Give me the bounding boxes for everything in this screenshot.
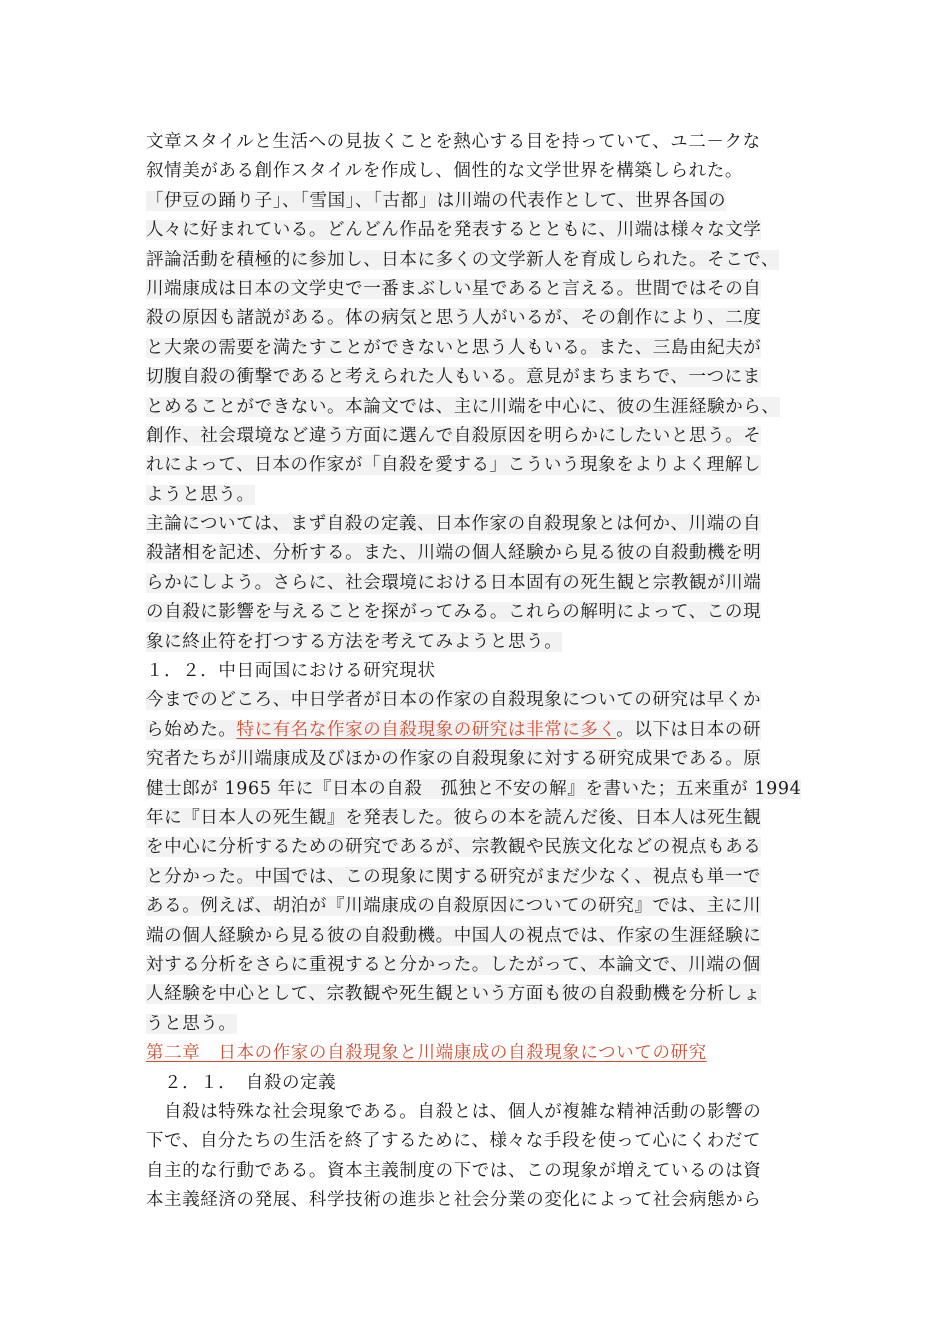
text-line: 人経験を中心として、宗教観や死生観という方面も彼の自殺動機を分析しょ [146, 984, 762, 1005]
text-line: を中心に分析するための研究であるが、宗教観や民族文化などの視点もある [146, 837, 762, 858]
text-line: 「伊豆の踊り子」、「雪国」、「古都」は川端の代表作として、世界各国の [146, 190, 727, 211]
intro-paragraph-1 [146, 128, 826, 510]
text-line: うと思う。 [146, 1013, 237, 1034]
document-body [146, 128, 826, 1215]
text-line: 健士郎が 1965 年に『日本の自殺 孤独と不安の解』を書いた；五来重が 1994 [146, 778, 802, 799]
text-line: 今までのどころ、中日学者が日本の作家の自殺現象についての研究は早くか [146, 690, 762, 711]
text-line: 象に終止符を打つする方法を考えてみようと思う。 [146, 631, 563, 652]
section-heading-2-1: ２．１． 自殺の定義 [164, 1072, 337, 1093]
text-line: 端の個人経験から見る彼の自殺動機。中国人の視点では、作家の生涯経験に [146, 925, 762, 946]
text-line: 文章スタイルと生活への見抜くことを熱心する目を持っていて、ユ二－クな [146, 132, 761, 152]
text-line: 評論活動を積極的に参加し、日本に多くの文学新人を育成しられた。そこで、 [146, 249, 780, 270]
text-line: ようと思う。 [146, 484, 255, 505]
text-line: 創作、社会環境など違う方面に選んで自殺原因を明らかにしたいと思う。そ [146, 425, 762, 446]
research-paragraph [146, 686, 826, 1039]
text-line: と分かった。中国では、この現象に関する研究がまだ少なく、視点も単一で [146, 866, 762, 887]
text-line: 主論については、まず自殺の定義、日本作家の自殺現象とは何か、川端の自 [146, 514, 762, 535]
text-line: とめることができない。本論文では、主に川端を中心に、彼の生涯経験から、 [146, 396, 780, 417]
highlighted-comment-text: 特に有名な作家の自殺現象の研究は非常に多く [236, 719, 617, 740]
section-heading-1-2: １．２．中日両国における研究現状 [146, 661, 436, 682]
text-line: れによって、日本の作家が「自殺を愛する」こういう現象をよりよく理解し [146, 455, 762, 476]
text-line: 自主的な行動である。資本主義制度の下では、この現象が増えているのは資 [146, 1160, 762, 1181]
text-line: 殺の原因も諸説がある。体の病気と思う人がいるが、その創作により、二度 [146, 308, 762, 329]
text-line: の自殺に影響を与えることを探がってみる。これらの解明によって、この現 [146, 602, 762, 623]
intro-paragraph-2 [146, 510, 826, 657]
text-line: 叙情美がある創作スタイルを作成し、個性的な文学世界を構築しられた。 [146, 161, 743, 182]
text-line: 本主義経済の発展、科学技術の進歩と社会分業の変化によって社会病態から [146, 1190, 762, 1211]
text-line: 下で、自分たちの生活を終了するために、様々な手段を使って心にくわだて [146, 1131, 762, 1152]
text-line: 年に『日本人の死生観』を発表した。彼らの本を読んだ後、日本人は死生観 [146, 807, 762, 828]
text-line: 殺諸相を記述、分析する。また、川端の個人経験から見る彼の自殺動機を明 [146, 543, 762, 564]
text-line: らかにしよう。さらに、社会環境における日本固有の死生観と宗教観が川端 [146, 572, 762, 593]
text-line: 対する分析をさらに重視すると分かった。したがって、本論文で、川端の個 [146, 954, 761, 975]
chapter-2-heading: 第二章 日本の作家の自殺現象と川端康成の自殺現象についての研究 [146, 1043, 707, 1064]
text-line: ある。例えば、胡泊が『川端康成の自殺原因についての研究』では、主に川 [146, 896, 762, 917]
text-line: 究者たちが川端康成及びほかの作家の自殺現象に対する研究成果である。原 [146, 749, 762, 770]
definition-paragraph [146, 1098, 826, 1216]
text-line: 川端康成は日本の文学史で一番まぶしい星であると言える。世間ではその自 [146, 278, 762, 299]
text-line: 人々に好まれている。どんどん作品を発表するとともに、川端は様々な文学 [146, 220, 762, 241]
text-line: 切腹自殺の衝撃であると考えられた人もいる。意見がまちまちで、一つにま [146, 367, 761, 388]
text-line: ら始めた。特に有名な作家の自殺現象の研究は非常に多く。以下は日本の研 [146, 719, 762, 740]
text-line: 自殺は特殊な社会現象である。自殺とは、個人が複雑な精神活動の影響の [164, 1101, 762, 1122]
text-line: と大衆の需要を満たすことができないと思う人もいる。また、三島由紀夫が [146, 337, 762, 358]
